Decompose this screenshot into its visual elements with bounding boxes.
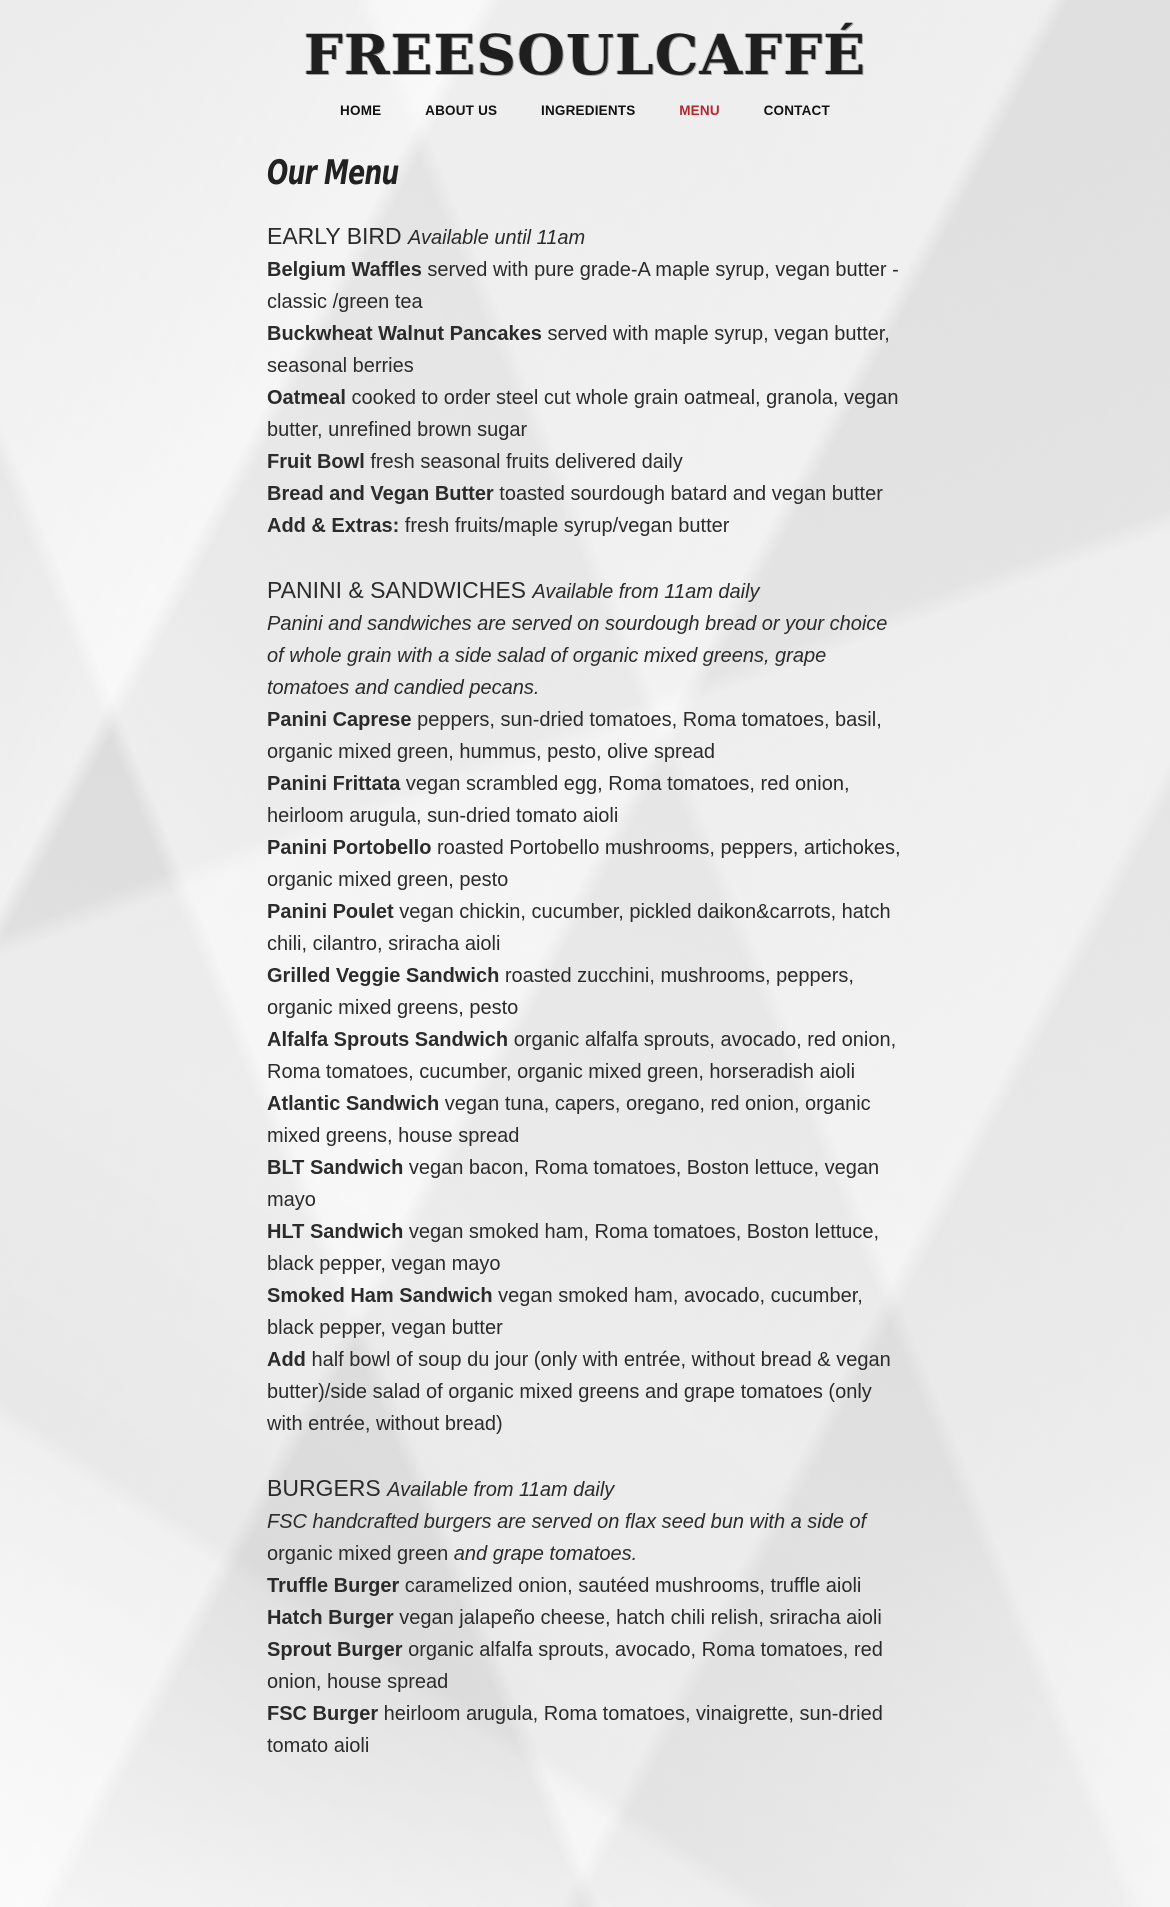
menu-item (267, 1698, 907, 1762)
section-availability: Available until 11am (408, 227, 586, 249)
section-note-part: organic mixed green (267, 1543, 449, 1565)
menu-content (267, 150, 907, 1794)
nav-home[interactable]: HOME (340, 103, 382, 118)
nav-about-us[interactable]: ABOUT US (425, 103, 498, 118)
menu-item (267, 1024, 907, 1088)
nav-contact[interactable]: CONTACT (763, 103, 830, 118)
section-note (267, 1506, 907, 1570)
section-note-part: and grape tomatoes. (448, 1543, 638, 1565)
menu-item (267, 1602, 907, 1634)
menu-item-description: vegan bacon, Roma tomatoes, Boston lettuce, vegan mayo (267, 1157, 880, 1211)
menu-item (267, 768, 907, 832)
menu-item-name: Sprout Burger (267, 1639, 403, 1661)
menu-item-description: fresh fruits/maple syrup/vegan butter (399, 515, 730, 537)
menu-item-name: Add (267, 1349, 306, 1371)
menu-item (267, 704, 907, 768)
menu-item (267, 960, 907, 1024)
menu-item-name: Add & Extras: (267, 515, 400, 537)
section-availability: Available from 11am daily (387, 1479, 615, 1501)
menu-item-description: organic alfalfa sprouts, avocado, Roma tomatoes, red onion, house spread (267, 1639, 883, 1693)
menu-item-name: Bread and Vegan Butter (267, 483, 494, 505)
section-heading (267, 1472, 907, 1506)
menu-item-name: Hatch Burger (267, 1607, 394, 1629)
section-panini-sandwiches (267, 574, 907, 1440)
menu-item (267, 382, 907, 446)
menu-item-name: HLT Sandwich (267, 1221, 404, 1243)
menu-item (267, 1570, 907, 1602)
menu-item (267, 1344, 907, 1440)
nav-menu[interactable]: MENU (679, 103, 720, 118)
site-logo[interactable]: FREESOULCAFFÉ (303, 22, 867, 87)
menu-item (267, 1216, 907, 1280)
menu-item-description: half bowl of soup du jour (only with entrée, without bread & vegan butter)/side salad of organic mixed greens and grape tomatoes (only with entrée, without bread) (267, 1349, 891, 1435)
nav-ingredients[interactable]: INGREDIENTS (541, 103, 636, 118)
menu-item-name: Alfalfa Sprouts Sandwich (267, 1029, 509, 1051)
menu-item-description: heirloom arugula, Roma tomatoes, vinaigrette, sun-dried tomato aioli (267, 1703, 883, 1757)
menu-item-description: caramelized onion, sautéed mushrooms, truffle aioli (399, 1575, 862, 1597)
menu-item-name: BLT Sandwich (267, 1157, 404, 1179)
menu-item-description: vegan chickin, cucumber, pickled daikon&carrots, hatch chili, cilantro, sriracha aioli (267, 901, 891, 955)
menu-item-name: Oatmeal (267, 387, 346, 409)
section-availability: Available from 11am daily (532, 581, 760, 603)
menu-item-name: Atlantic Sandwich (267, 1093, 440, 1115)
menu-item-description: served with maple syrup, vegan butter, seasonal berries (267, 323, 890, 377)
menu-item-description: roasted zucchini, mushrooms, peppers, organic mixed greens, pesto (267, 965, 854, 1019)
section-title: BURGERS (267, 1475, 381, 1501)
menu-item (267, 1152, 907, 1216)
section-heading (267, 574, 907, 608)
menu-item-name: FSC Burger (267, 1703, 379, 1725)
menu-item-description: vegan scrambled egg, Roma tomatoes, red onion, heirloom arugula, sun-dried tomato aioli (267, 773, 850, 827)
menu-item (267, 1634, 907, 1698)
menu-item-description: roasted Portobello mushrooms, peppers, artichokes, organic mixed green, pesto (267, 837, 901, 891)
section-heading (267, 220, 907, 254)
menu-item-description: toasted sourdough batard and vegan butter (493, 483, 883, 505)
section-note: Panini and sandwiches are served on sourdough bread or your choice of whole grain with a side salad of organic mixed greens, grape tomatoes and candied pecans. (267, 613, 888, 699)
menu-item (267, 254, 907, 318)
menu-item (267, 1280, 907, 1344)
menu-item (267, 1088, 907, 1152)
menu-item-name: Truffle Burger (267, 1575, 400, 1597)
menu-item-description: organic alfalfa sprouts, avocado, red onion, Roma tomatoes, cucumber, organic mixed green, horseradish aioli (267, 1029, 897, 1083)
menu-item-description: vegan jalapeño cheese, hatch chili relish, sriracha aioli (393, 1607, 882, 1629)
menu-item-description: vegan smoked ham, Roma tomatoes, Boston lettuce, black pepper, vegan mayo (267, 1221, 880, 1275)
menu-item-description: served with pure grade-A maple syrup, vegan butter - classic /green tea (267, 259, 899, 313)
menu-item-name: Buckwheat Walnut Pancakes (267, 323, 542, 345)
menu-item-name: Panini Poulet (267, 901, 394, 923)
menu-item (267, 446, 907, 478)
menu-item-description: peppers, sun-dried tomatoes, Roma tomatoes, basil, organic mixed green, hummus, pesto, olive spread (267, 709, 882, 763)
menu-item-name: Panini Caprese (267, 709, 412, 731)
menu-item (267, 510, 907, 542)
menu-item-name: Smoked Ham Sandwich (267, 1285, 493, 1307)
menu-item-name: Belgium Waffles (267, 259, 422, 281)
menu-item-name: Grilled Veggie Sandwich (267, 965, 500, 987)
main-nav (0, 101, 1170, 121)
menu-item (267, 318, 907, 382)
menu-item-name: Panini Frittata (267, 773, 401, 795)
page-title: Our Menu (267, 153, 399, 193)
section-title: EARLY BIRD (267, 223, 402, 249)
menu-item-description: fresh seasonal fruits delivered daily (364, 451, 683, 473)
menu-item (267, 478, 907, 510)
menu-item-description: vegan smoked ham, avocado, cucumber, black pepper, vegan butter (267, 1285, 863, 1339)
section-early-bird (267, 220, 907, 542)
section-note-part: FSC handcrafted burgers are served on flax seed bun with a side of (267, 1511, 867, 1533)
section-title: PANINI & SANDWICHES (267, 577, 526, 603)
menu-item-name: Panini Portobello (267, 837, 432, 859)
menu-item-description: cooked to order steel cut whole grain oatmeal, granola, vegan butter, unrefined brown sugar (267, 387, 899, 441)
menu-item (267, 896, 907, 960)
menu-item-name: Fruit Bowl (267, 451, 365, 473)
section-burgers (267, 1472, 907, 1762)
menu-item (267, 832, 907, 896)
menu-item-description: vegan tuna, capers, oregano, red onion, organic mixed greens, house spread (267, 1093, 871, 1147)
